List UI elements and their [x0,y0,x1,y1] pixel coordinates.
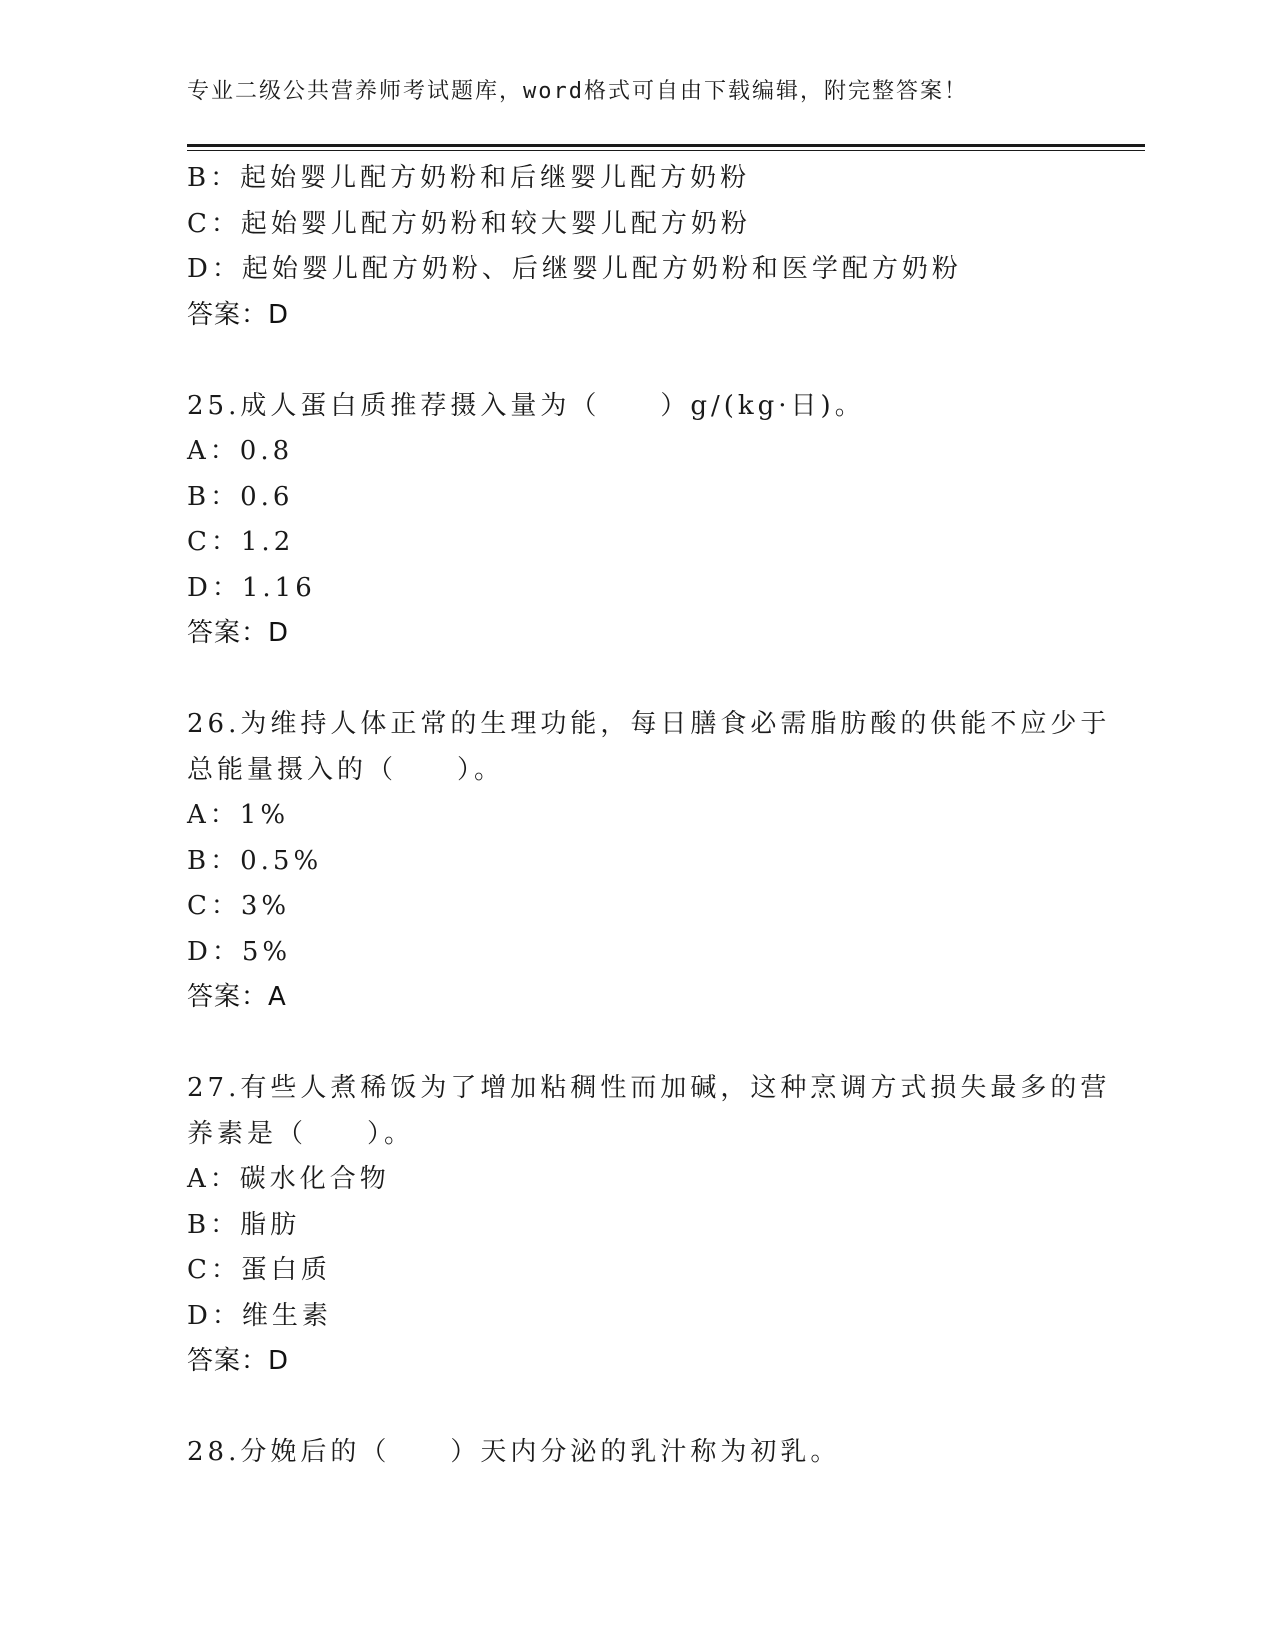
option-a: A：碳水化合物 [187,1164,390,1194]
question-list [187,156,1111,1476]
answer: 答案：D [187,1346,290,1376]
answer: 答案：A [187,982,287,1012]
option-b: B：脂肪 [187,1209,301,1240]
option-c: C：起始婴儿配方奶粉和较大婴儿配方奶粉 [187,208,751,239]
option-d: D：1.16 [187,572,316,603]
option-b: B：0.5% [187,845,323,876]
question-26 [187,702,1111,1021]
question-stem: 25.成人蛋白质推荐摄入量为（ ）g/(kg·日)。 [187,390,865,421]
option-b: B：起始婴儿配方奶粉和后继婴儿配方奶粉 [187,163,751,193]
answer: 答案：D [187,618,290,648]
option-d: D：维生素 [187,1300,332,1331]
option-a: A：1% [187,800,290,830]
page-header: 专业二级公共营养师考试题库，word格式可自由下载编辑，附完整答案！ [187,79,968,104]
option-b: B：0.6 [187,481,294,512]
question-27 [187,1066,1111,1385]
option-c: C：1.2 [187,527,295,557]
question-25 [187,384,1107,657]
option-c: C：蛋白质 [187,1255,331,1285]
header-rule-thick [187,144,1145,147]
question-stem-line-2: 总能量摄入的（ ）。 [187,754,505,785]
question-24 [187,156,1107,338]
option-a: A：0.8 [187,436,294,466]
question-28 [187,1430,1107,1476]
question-stem-line-1: 26.为维持人体正常的生理功能，每日膳食必需脂肪酸的供能不应少于 [187,709,1111,739]
question-stem-line-1: 27.有些人煮稀饭为了增加粘稠性而加碱，这种烹调方式损失最多的营 [187,1073,1111,1103]
option-d: D：起始婴儿配方奶粉、后继婴儿配方奶粉和医学配方奶粉 [187,254,962,284]
option-c: C：3% [187,891,291,921]
option-d: D：5% [187,936,292,967]
header-rule-thin [187,150,1145,151]
question-stem: 28.分娩后的（ ）天内分泌的乳汁称为初乳。 [187,1437,841,1467]
question-stem-line-2: 养素是（ ）。 [187,1118,415,1149]
answer: 答案：D [187,299,290,330]
